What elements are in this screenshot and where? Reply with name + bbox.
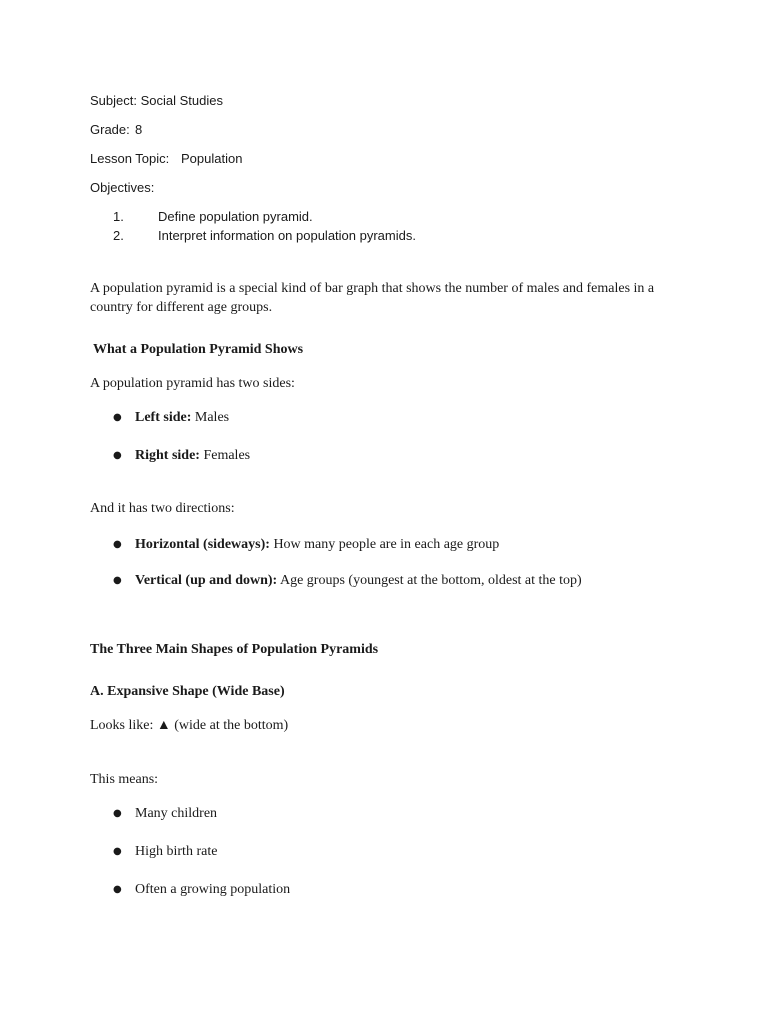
subject-line: Subject: Social Studies — [90, 93, 223, 108]
bullet-icon: ● — [113, 539, 122, 550]
bullet-icon: ● — [113, 846, 122, 857]
list-item-text: Males — [194, 410, 230, 425]
means-lead: This means: — [90, 772, 159, 787]
list-item — [135, 409, 229, 427]
sub-heading: A. Expansive Shape (Wide Base) — [90, 684, 285, 699]
grade-label: Grade: — [90, 122, 130, 137]
looks-like-line: Looks like: ▲ (wide at the bottom) — [90, 718, 289, 733]
bullet-icon: ● — [113, 575, 122, 586]
bullet-icon: ● — [113, 884, 122, 895]
list-item — [135, 447, 250, 465]
objective-text: Define population pyramid. — [158, 209, 313, 224]
objective-number: 2. — [113, 228, 124, 243]
list-item-text: Females — [203, 448, 251, 463]
section-lead: A population pyramid has two sides: — [90, 376, 295, 391]
list-item — [135, 536, 499, 554]
list-item: Often a growing population — [135, 882, 291, 897]
objective-text: Interpret information on population pyramids. — [158, 228, 416, 243]
list-item-label: Horizontal (sideways): — [135, 537, 270, 552]
section-heading: What a Population Pyramid Shows — [93, 342, 304, 357]
bullet-icon: ● — [113, 412, 122, 423]
list-item — [135, 572, 582, 590]
list-item-label: Right side: — [135, 448, 200, 463]
list-item: Many children — [135, 806, 218, 821]
list-item: High birth rate — [135, 844, 218, 859]
directions-lead: And it has two directions: — [90, 501, 235, 516]
list-item-text: Age groups (youngest at the bottom, oldest at the top) — [279, 573, 582, 588]
list-item-label: Left side: — [135, 410, 192, 425]
bullet-icon: ● — [113, 808, 122, 819]
objective-number: 1. — [113, 209, 124, 224]
lesson-topic-value: Population — [181, 151, 243, 166]
bullet-icon: ● — [113, 450, 122, 461]
list-item-label: Vertical (up and down): — [135, 573, 278, 588]
list-item-text: How many people are in each age group — [273, 537, 500, 552]
lesson-topic-label: Lesson Topic: — [90, 151, 170, 166]
intro-line: A population pyramid is a special kind of bar graph that shows the number of males and females in a — [90, 281, 655, 296]
objectives-label: Objectives: — [90, 180, 155, 195]
intro-line: country for different age groups. — [90, 300, 273, 315]
grade-value: 8 — [135, 122, 143, 137]
section-heading: The Three Main Shapes of Population Pyramids — [90, 642, 379, 657]
